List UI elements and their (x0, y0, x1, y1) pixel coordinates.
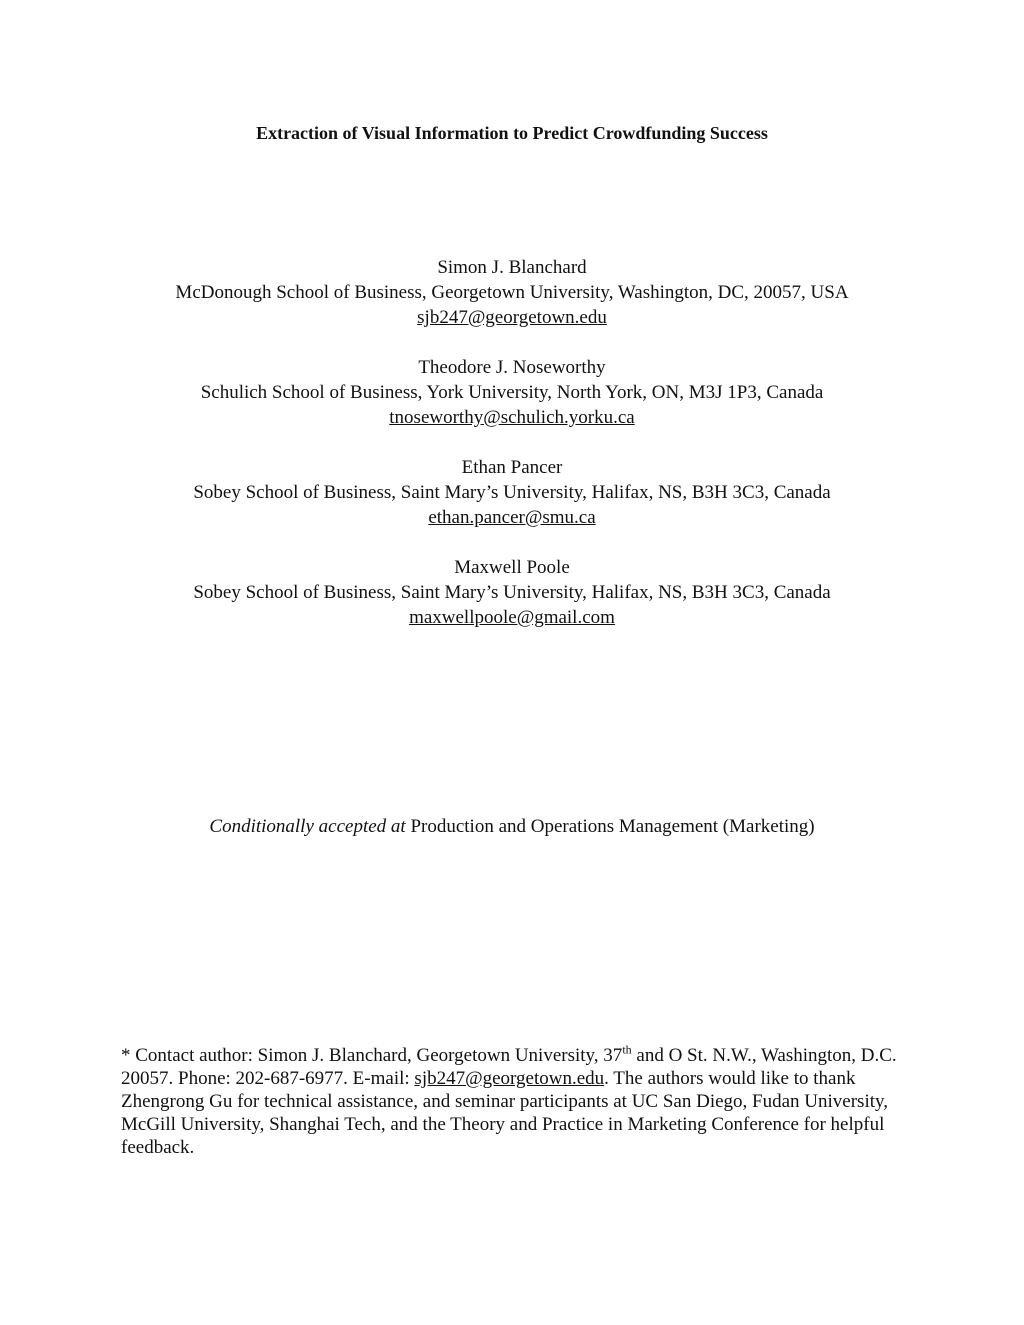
author-affiliation: Sobey School of Business, Saint Mary’s University, Halifax, NS, B3H 3C3, Canada (193, 482, 831, 503)
contact-footnote (121, 1044, 911, 1159)
author-email-link[interactable]: ethan.pancer@smu.ca (428, 507, 596, 528)
author-name: Maxwell Poole (454, 557, 570, 578)
author-block-pancer (0, 455, 1024, 530)
status-italic-text: Conditionally accepted at (209, 816, 406, 837)
footnote-email-link[interactable]: sjb247@georgetown.edu (414, 1068, 605, 1089)
author-name: Theodore J. Noseworthy (418, 357, 606, 378)
footnote-superscript: th (622, 1042, 632, 1057)
author-affiliation: Schulich School of Business, York University, North York, ON, M3J 1P3, Canada (200, 382, 824, 403)
author-affiliation: McDonough School of Business, Georgetown University, Washington, DC, 20057, USA (175, 282, 849, 303)
footnote-text-part2: and O St. N.W., Washington, D.C. 20057. Phone: 202-687-6977. E-mail: (121, 1045, 897, 1089)
footnote-text-part1: * Contact author: Simon J. Blanchard, Georgetown University, 37 (121, 1045, 623, 1066)
footnote-text-part3: . The authors would like to thank Zhengrong Gu for technical assistance, and seminar participants at UC San Diego, Fudan University, McGill University, Shanghai Tech, and the Theory and Practice in Marketing Conference for helpful feedback. (121, 1068, 889, 1158)
author-block-poole (0, 555, 1024, 630)
author-name: Simon J. Blanchard (437, 257, 587, 278)
author-email-link[interactable]: sjb247@georgetown.edu (417, 307, 607, 328)
author-email-link[interactable]: tnoseworthy@schulich.yorku.ca (389, 407, 635, 428)
paper-title: Extraction of Visual Information to Predict Crowdfunding Success (256, 123, 768, 143)
publication-status (0, 814, 1024, 839)
author-email-link[interactable]: maxwellpoole@gmail.com (409, 607, 615, 628)
author-affiliation: Sobey School of Business, Saint Mary’s University, Halifax, NS, B3H 3C3, Canada (193, 582, 831, 603)
author-block-blanchard (0, 255, 1024, 330)
author-block-noseworthy (0, 355, 1024, 430)
author-name: Ethan Pancer (461, 457, 563, 478)
journal-name: Production and Operations Management (Marketing) (405, 816, 815, 837)
